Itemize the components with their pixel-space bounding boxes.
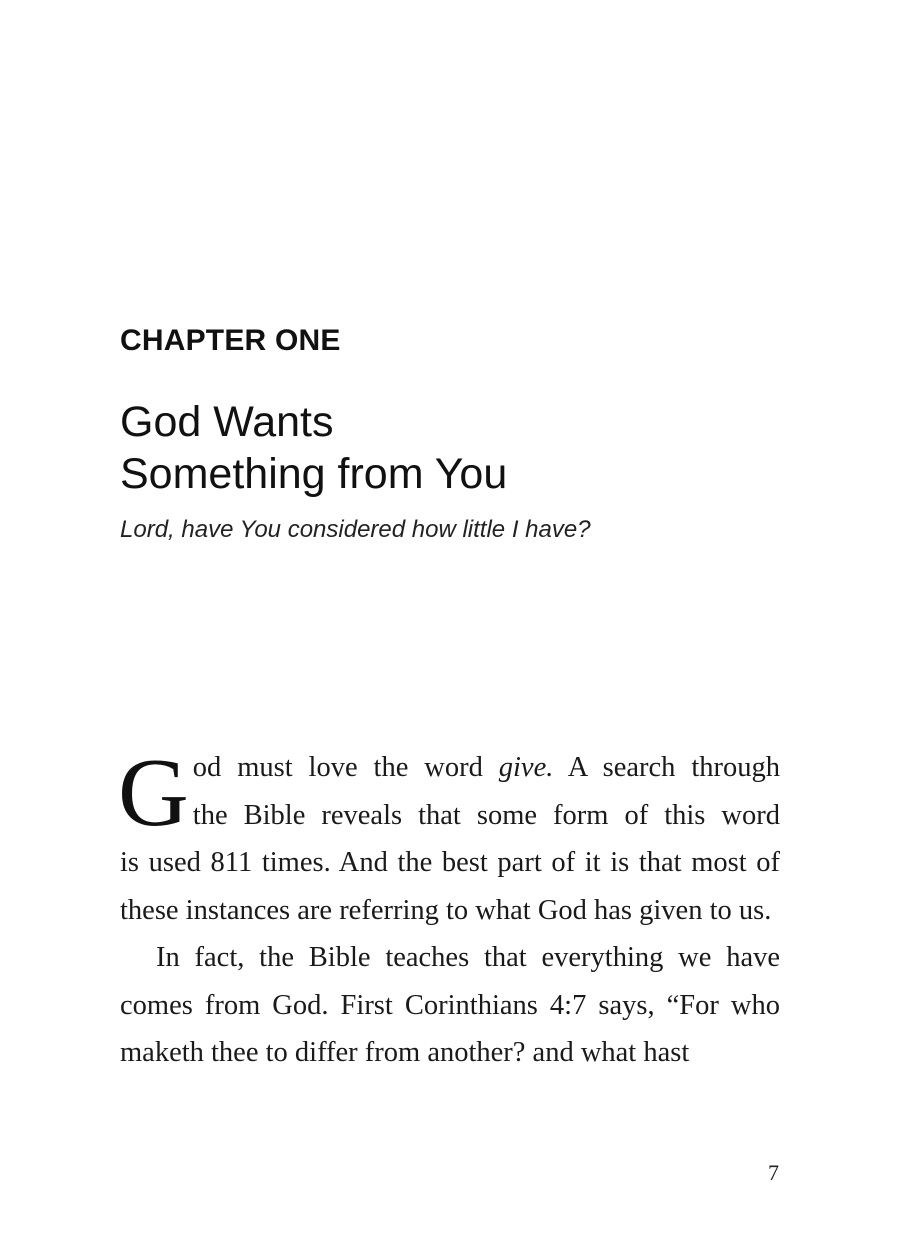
paragraph-1-line-1	[120, 744, 780, 792]
chapter-epigraph: Lord, have You considered how little I have?	[120, 516, 591, 543]
text-run: A search through	[553, 752, 780, 783]
chapter-title-line-2: Something from You	[120, 450, 508, 498]
paragraph-1-line-2: the Bible reveals that some form of this word	[192, 799, 780, 831]
paragraph-2: In fact, the Bible teaches that everything we have comes from God. First Corinthians 4:7 says, “For who maketh thee to differ from another? and what hast	[120, 942, 780, 1068]
body-text	[118, 739, 780, 1077]
chapter-title	[120, 396, 820, 500]
drop-cap: G	[118, 739, 189, 847]
paragraph-1-rest: is used 811 times. And the best part of it is that most of these instances are referring to what God has given to us.	[120, 847, 780, 926]
chapter-label: CHAPTER ONE	[120, 324, 341, 357]
page-number: 7	[768, 1160, 779, 1185]
paragraph-1	[118, 739, 780, 934]
emphasis-give: give.	[498, 752, 554, 783]
text-run: od must love the word	[192, 752, 499, 783]
chapter-title-line-1: God Wants	[120, 398, 334, 446]
